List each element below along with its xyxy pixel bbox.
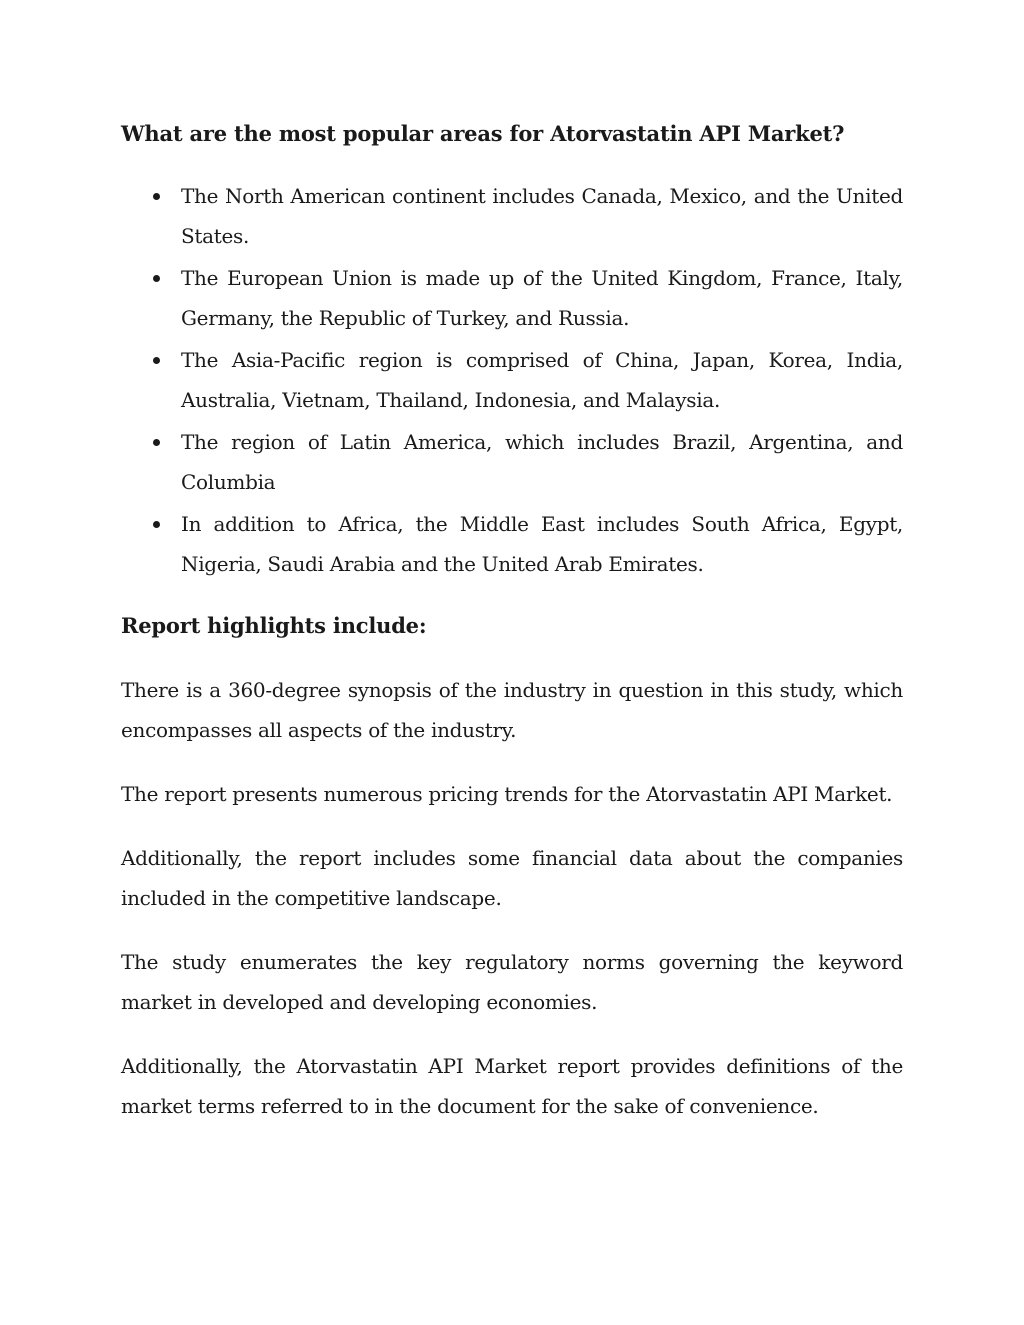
bullet-icon: [153, 193, 160, 200]
list-item-text: The North American continent includes Canada, Mexico, and the United States.: [181, 184, 903, 248]
document-page: [121, 108, 903, 1150]
paragraph: Additionally, the report includes some financial data about the companies included in the competitive landscape.: [121, 846, 903, 910]
paragraph: There is a 360-degree synopsis of the industry in question in this study, which encompasses all aspects of the industry.: [121, 678, 903, 742]
bullet-icon: [153, 275, 160, 282]
list-item: [121, 176, 903, 256]
bullet-icon: [153, 439, 160, 446]
list-item: [121, 422, 903, 502]
regions-list: [121, 176, 903, 584]
highlights-heading: Report highlights include:: [121, 613, 427, 638]
paragraph: Additionally, the Atorvastatin API Market report provides definitions of the market terms referred to in the document for the sake of convenience.: [121, 1054, 903, 1118]
paragraph: The report presents numerous pricing trends for the Atorvastatin API Market.: [121, 782, 893, 806]
list-item-text: The European Union is made up of the United Kingdom, France, Italy, Germany, the Republic of Turkey, and Russia.: [181, 266, 903, 330]
list-item: [121, 340, 903, 420]
bullet-icon: [153, 357, 160, 364]
list-item-text: The Asia-Pacific region is comprised of China, Japan, Korea, India, Australia, Vietnam, Thailand, Indonesia, and Malaysia.: [181, 348, 903, 412]
section-heading: What are the most popular areas for Atorvastatin API Market?: [121, 121, 845, 146]
list-item-text: The region of Latin America, which includes Brazil, Argentina, and Columbia: [181, 430, 903, 494]
list-item: [121, 504, 903, 584]
list-item: [121, 258, 903, 338]
list-item-text: In addition to Africa, the Middle East includes South Africa, Egypt, Nigeria, Saudi Arabia and the United Arab Emirates.: [181, 512, 903, 576]
bullet-icon: [153, 521, 160, 528]
paragraph: The study enumerates the key regulatory norms governing the keyword market in developed and developing economies.: [121, 950, 903, 1014]
